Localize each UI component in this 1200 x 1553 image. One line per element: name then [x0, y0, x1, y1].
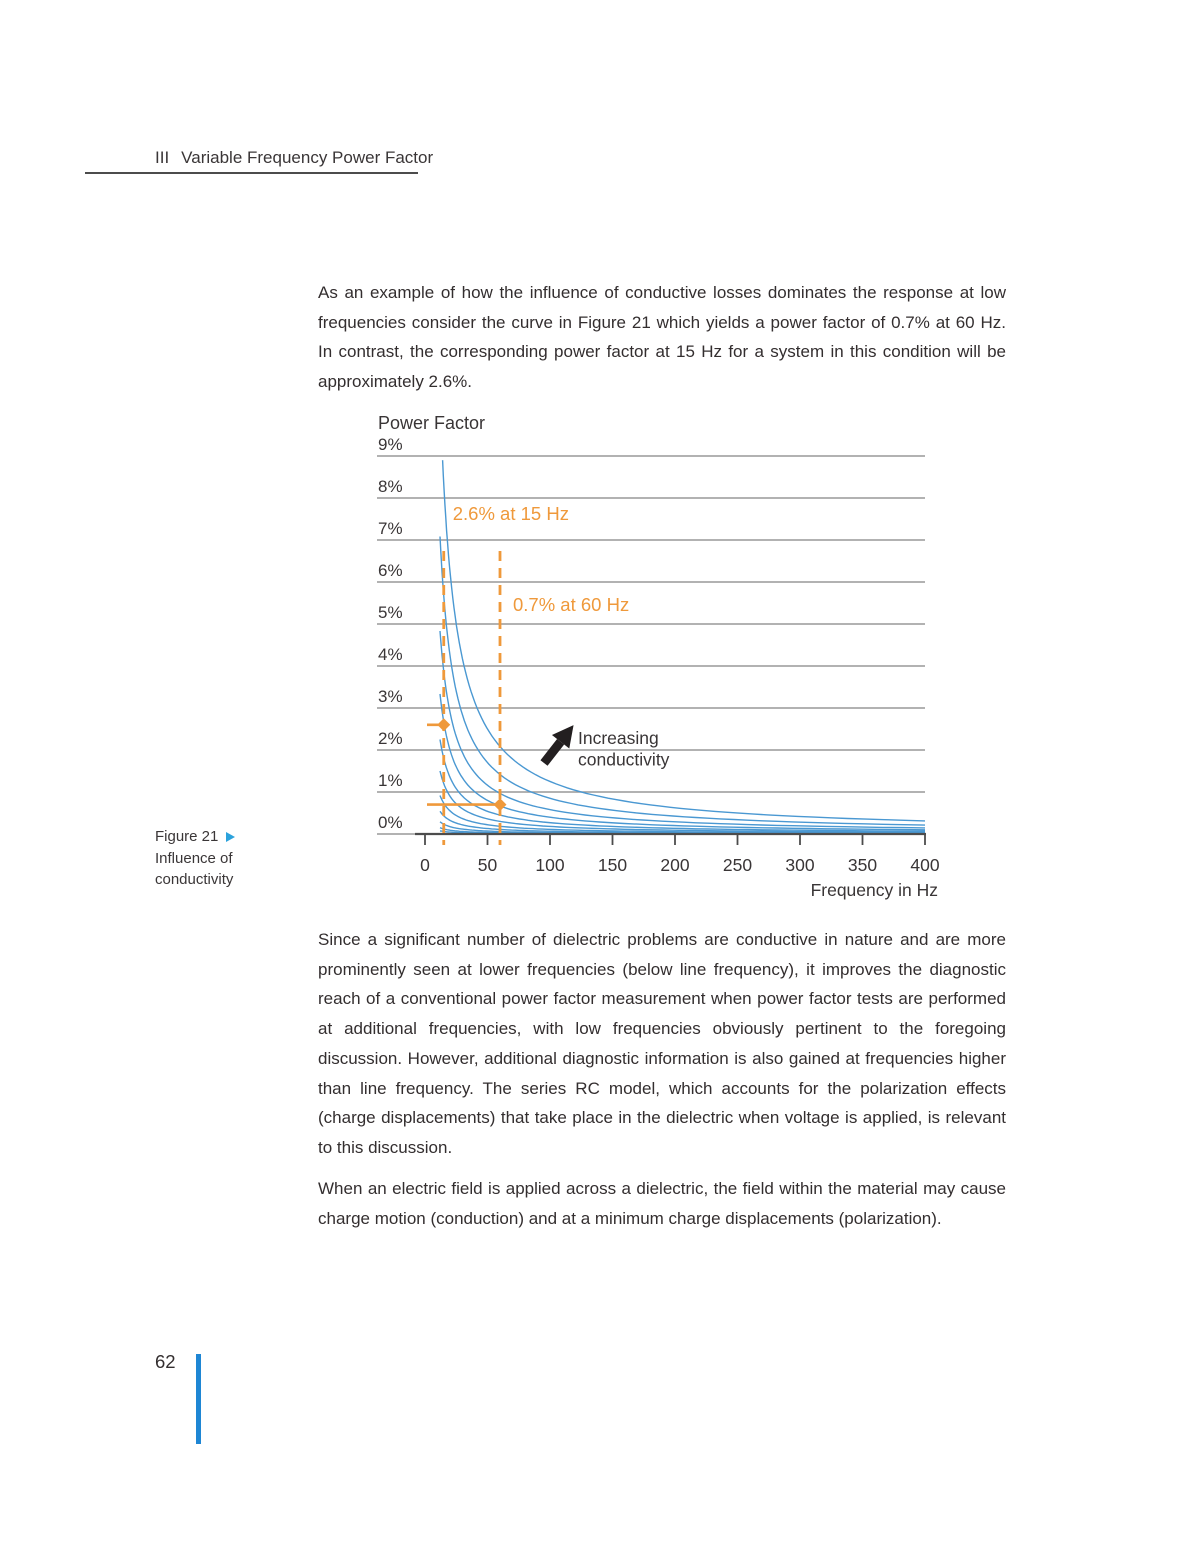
- conductivity-curve-2: [440, 537, 925, 826]
- x-tick-label: 200: [660, 855, 690, 875]
- data-point-marker: [494, 798, 507, 811]
- data-point-marker: [437, 718, 450, 731]
- figure-caption-line: Influence of: [155, 849, 233, 867]
- y-tick-label: 3%: [378, 687, 403, 706]
- page-number: 62: [155, 1351, 176, 1372]
- x-tick-label: 0: [420, 855, 430, 875]
- y-tick-label: 0%: [378, 813, 403, 832]
- annotation-label: 2.6% at 15 Hz: [452, 503, 569, 524]
- x-axis-label: Frequency in Hz: [810, 880, 938, 900]
- y-tick-label: 6%: [378, 561, 403, 580]
- y-tick-label: 7%: [378, 519, 403, 538]
- x-tick-label: 50: [477, 855, 498, 875]
- increasing-conductivity-arrow: [535, 718, 582, 769]
- conductivity-curve-3: [440, 631, 925, 828]
- y-tick-label: 5%: [378, 603, 403, 622]
- figure-label: Figure 21: [155, 828, 219, 845]
- paragraph-diagnostic: Since a significant number of dielectric problems are conductive in nature and are more prominently seen at lower frequencies (below line frequency), it improves the diagnostic reach of a conventional power factor measurement when power factor tests are performed at additional frequencies, with low frequencies obviously pertinent to the foregoing discussion. However, additional diagnostic information is also gained at frequencies higher than line frequency. The series RC model, which accounts for the polarization effects (charge displacements) that take place in the dielectric when voltage is applied, is relevant to this discussion.: [318, 930, 1006, 1157]
- figure-caption: [155, 826, 235, 891]
- x-tick-label: 300: [785, 855, 815, 875]
- conductivity-curve-5: [440, 740, 925, 832]
- x-tick-label: 250: [722, 855, 753, 875]
- x-tick-label: 350: [847, 855, 878, 875]
- figure-caption-line: conductivity: [155, 871, 234, 888]
- chapter-title: Variable Frequency Power Factor: [181, 148, 434, 167]
- chart-title: Power Factor: [378, 413, 486, 433]
- y-tick-label: 2%: [378, 729, 403, 748]
- x-tick-label: 100: [535, 855, 565, 875]
- x-tick-label: 400: [910, 855, 940, 875]
- chapter-number: III: [155, 148, 170, 167]
- footer-accent-bar: [196, 1354, 201, 1444]
- y-tick-label: 8%: [378, 477, 403, 496]
- play-triangle-icon: [226, 832, 235, 842]
- arrow-label-line: conductivity: [578, 749, 670, 770]
- conductivity-curve-4-example: [440, 694, 925, 830]
- paragraph-electric-field: When an electric field is applied across a dielectric, the field within the material may cause charge motion (conduction) and at a minimum charge displacements (polarization).: [318, 1179, 1006, 1228]
- x-tick-label: 150: [597, 855, 628, 875]
- paragraph-intro: As an example of how the influence of conductive losses dominates the response at low frequencies consider the curve in Figure 21 which yields a power factor of 0.7% at 60 Hz. In contrast, the corresponding power factor at 15 Hz for a system in this condition will be approximately 2.6%.: [318, 283, 1006, 392]
- y-tick-label: 1%: [378, 771, 403, 790]
- annotation-label: 0.7% at 60 Hz: [513, 594, 630, 615]
- y-tick-label: 9%: [378, 435, 403, 454]
- y-tick-label: 4%: [378, 645, 403, 664]
- arrow-label-line: Increasing: [578, 728, 659, 748]
